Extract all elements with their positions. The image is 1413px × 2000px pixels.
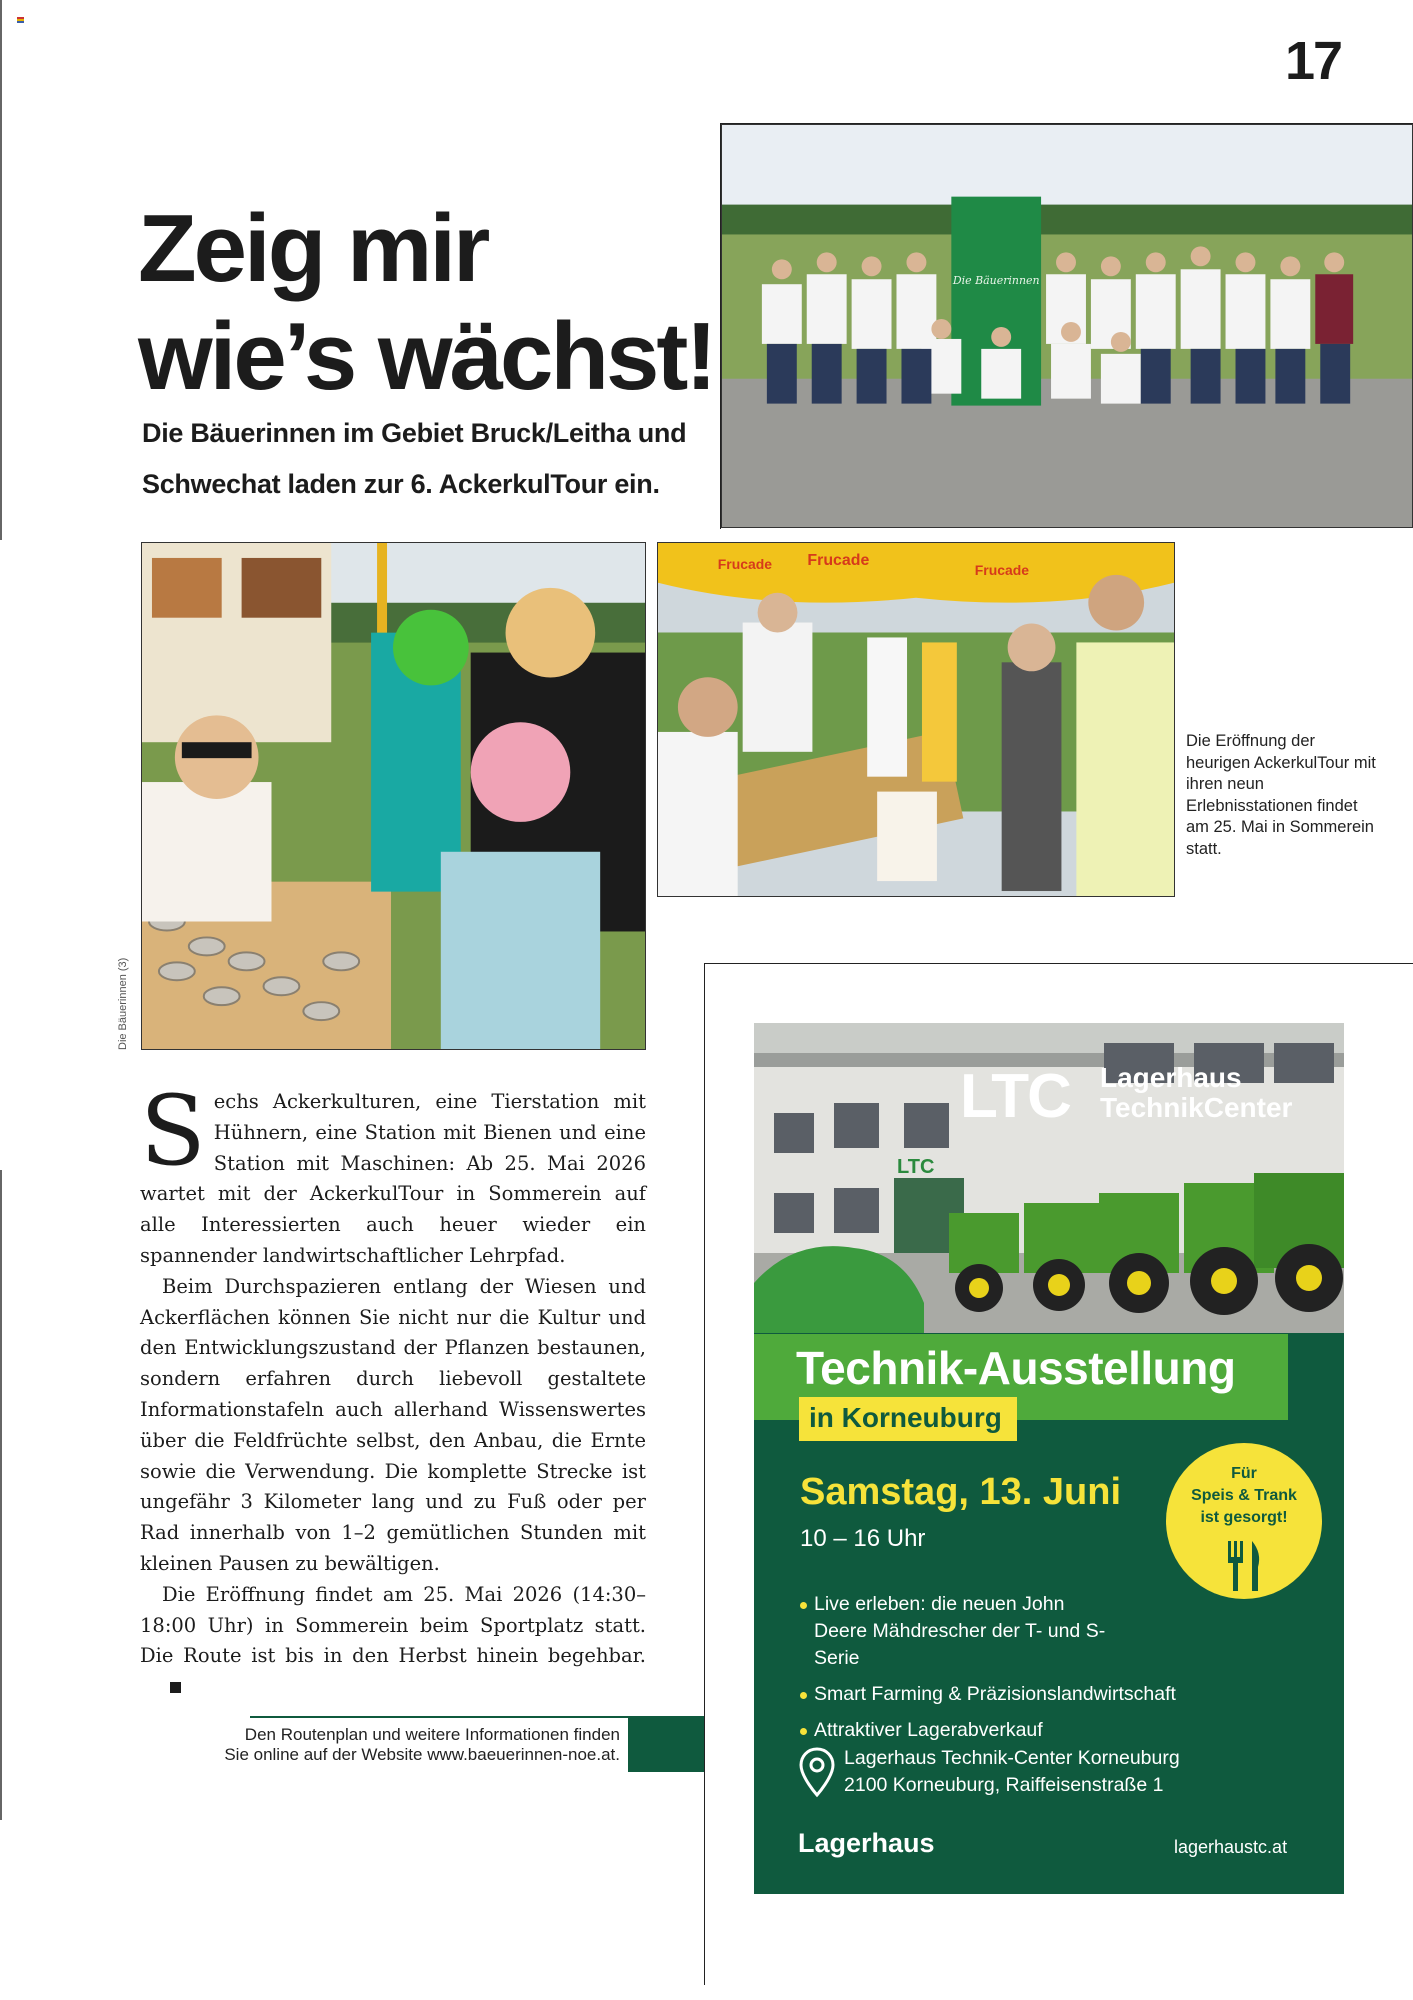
subtitle-line: Schwechat laden zur 6. AckerkulTour ein. bbox=[142, 469, 660, 499]
ltc-logo: LTC bbox=[960, 1062, 1070, 1131]
drop-cap: S bbox=[140, 1075, 206, 1187]
advertisement bbox=[754, 1023, 1344, 1894]
paragraph bbox=[140, 1075, 646, 1272]
address-line: Lagerhaus Technik-Center Korneuburg bbox=[844, 1747, 1180, 1769]
ltc-name-line: TechnikCenter bbox=[1100, 1092, 1293, 1123]
end-mark bbox=[170, 1682, 181, 1693]
food-badge-text bbox=[1166, 1463, 1322, 1529]
badge-line: Für bbox=[1231, 1465, 1257, 1482]
address-line: 2100 Korneuburg, Raiffeisenstraße 1 bbox=[844, 1774, 1164, 1796]
rule bbox=[704, 963, 705, 1985]
paragraph-text: Die Eröffnung findet am 25. Mai 2026 (14:30–18:00 Uhr) in Sommerein beim Sportplatz statt. Die Route ist bis in den Herbst hinein begehbar. bbox=[140, 1582, 646, 1668]
bullet-item: Live erleben: die neuen John Deere Mähdrescher der T- und S-Serie bbox=[798, 1591, 1114, 1672]
infobox-bar bbox=[628, 1716, 704, 1772]
umbrella-text: Frucade bbox=[974, 561, 1029, 578]
page-edge-line bbox=[0, 1170, 2, 1820]
building-sign: LTC bbox=[897, 1156, 935, 1178]
page-number: 17 bbox=[1285, 31, 1342, 91]
station-photo bbox=[657, 542, 1175, 897]
article-subtitle bbox=[142, 408, 686, 510]
ltc-name-line: Lagerhaus bbox=[1100, 1062, 1242, 1093]
bullet-item: Smart Farming & Präzisionslandwirtschaft bbox=[798, 1681, 1176, 1708]
subtitle-line: Die Bäuerinnen im Gebiet Bruck/Leitha und bbox=[142, 418, 687, 448]
umbrella-text: Frucade bbox=[807, 551, 870, 569]
ad-date: Samstag, 13. Juni bbox=[800, 1471, 1122, 1513]
ad-address bbox=[844, 1745, 1180, 1799]
brand-logo: Lagerhaus bbox=[798, 1828, 935, 1858]
ad-headline: Technik-Ausstellung bbox=[796, 1342, 1236, 1394]
paragraph-text: echs Ackerkulturen, eine Tierstation mit Hühnern, eine Station mit Bienen und eine Station mit Maschinen: Ab 25. Mai 2026 wartet mit der AckerkulTour in Sommerein auf alle Interessierten auch heuer wieder ein spannender landwirtschaftlicher Lehrpfad. bbox=[140, 1090, 646, 1267]
infobox-line: Sie online auf der Website www.baeuerinnen-noe.at. bbox=[224, 1745, 620, 1764]
cutlery-icon bbox=[1228, 1541, 1259, 1591]
rule bbox=[1176, 963, 1413, 964]
ltc-name bbox=[1100, 1063, 1292, 1123]
children-photo bbox=[141, 542, 646, 1050]
rule bbox=[704, 963, 1176, 964]
bullet-item: Attraktiver Lagerabverkauf bbox=[798, 1717, 1176, 1744]
paragraph bbox=[140, 1580, 646, 1703]
photo-caption: Die Eröffnung der heurigen AckerkulTour mit ihren neun Erlebnisstationen findet am 25. Mai in Sommerein statt. bbox=[1186, 732, 1376, 858]
color-marker bbox=[17, 17, 24, 23]
ad-bullet-list bbox=[798, 1591, 1176, 1753]
umbrella-text: Frucade bbox=[717, 555, 772, 572]
article-body bbox=[140, 1075, 646, 1703]
ad-time: 10 – 16 Uhr bbox=[800, 1525, 926, 1552]
article-title bbox=[138, 195, 714, 411]
paragraph: Beim Durchspazieren entlang der Wiesen und Ackerflächen können Sie nicht nur die Kultur und den Entwicklungszustand der Pflanzen bestaunen, sondern erfahren durch liebevoll gestaltete Informationstafeln auch allerhand Wissenswertes über die Feldfrüchte selbst, den Anbau, die Ernte sowie die Verwendung. Die komplette Strecke ist ungefähr 3 Kilometer lang und zu Fuß oder per Rad innerhalb von 1–2 gemütlichen Stunden mit kleinen Pausen zu bewältigen. bbox=[140, 1274, 646, 1575]
page-edge-line bbox=[0, 0, 2, 540]
ad-location: in Korneuburg bbox=[809, 1402, 1002, 1433]
ad-url[interactable]: lagerhaustc.at bbox=[1174, 1837, 1288, 1857]
group-photo bbox=[721, 124, 1413, 528]
infobox-line: Den Routenplan und weitere Informationen finden bbox=[244, 1725, 620, 1744]
title-line: wie’s wächst! bbox=[138, 303, 715, 410]
photo-credit: Die Bäuerinnen (3) bbox=[117, 957, 129, 1050]
title-line: Zeig mir bbox=[138, 195, 488, 302]
badge-line: ist gesorgt! bbox=[1200, 1509, 1288, 1526]
badge-line: Speis & Trank bbox=[1191, 1487, 1297, 1504]
banner-text: Die Bäuerinnen bbox=[952, 274, 1040, 288]
infobox bbox=[170, 1725, 620, 1765]
location-pin-icon bbox=[798, 1747, 836, 1799]
